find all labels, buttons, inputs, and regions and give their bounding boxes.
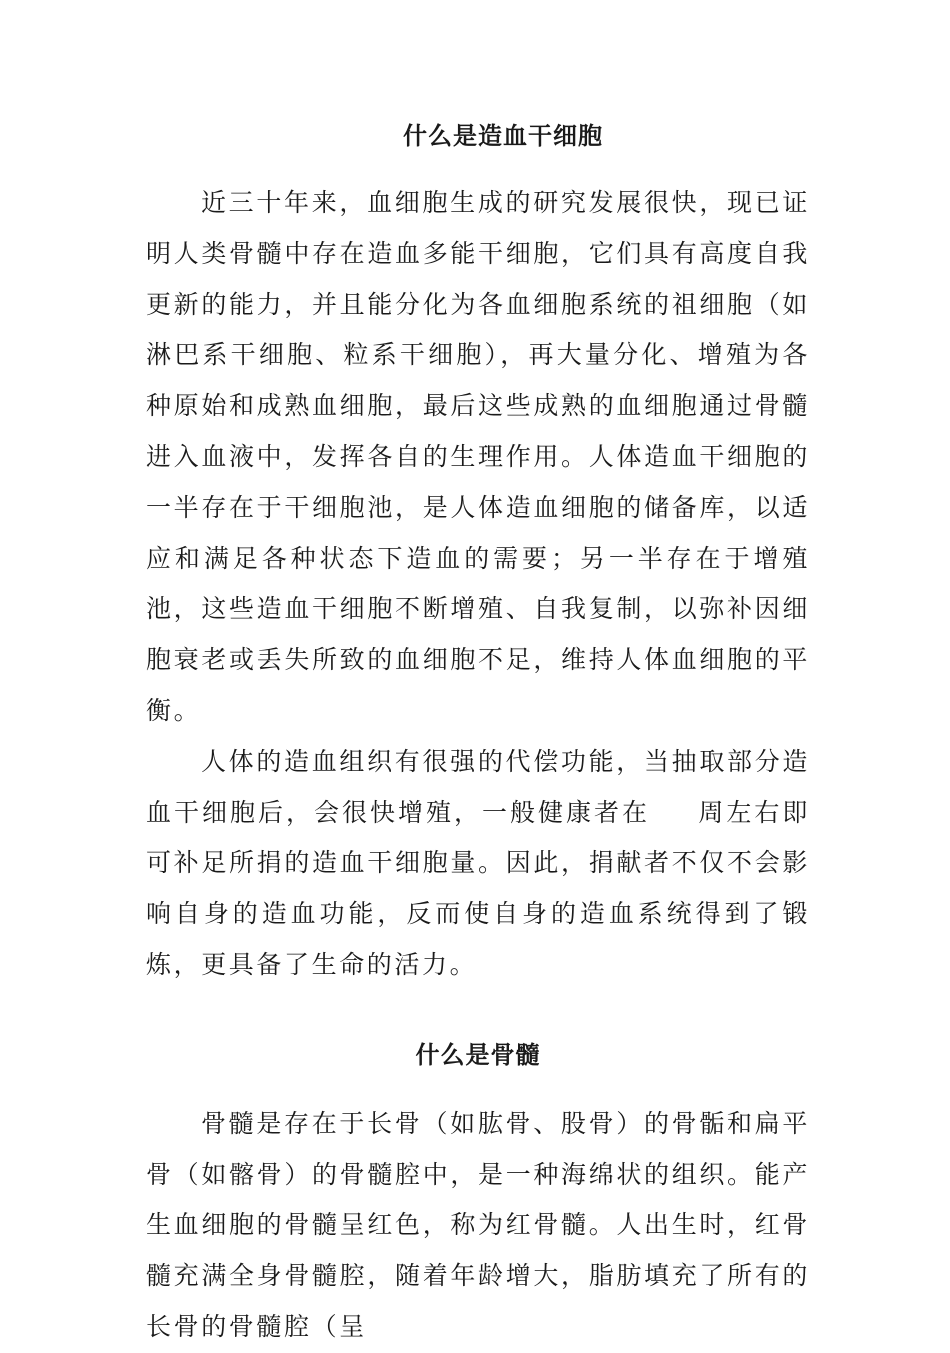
paragraph-bone-marrow: 骨髓是存在于长骨（如肱骨、股骨）的骨骺和扁平骨（如髂骨）的骨髓腔中，是一种海绵状的组织。能产生血细胞的骨髓呈红色，称为红骨髓。人出生时，红骨髓充满全身骨髓腔，随着年龄增大，脂肪填充了所有的长骨的骨髓腔（呈	[146, 1108, 810, 1341]
section-title-bone-marrow: 什么是骨髓	[415, 1039, 541, 1069]
document-page	[146, 112, 810, 1353]
section-body-bone-marrow	[146, 1099, 810, 1353]
section-body-hsc	[146, 178, 810, 991]
section-title-hsc: 什么是造血干细胞	[403, 121, 603, 150]
paragraph-hsc-intro: 近三十年来，血细胞生成的研究发展很快，现已证明人类骨髓中存在造血多能干细胞，它们具有高度自我更新的能力，并且能分化为各血细胞系统的祖细胞（如淋巴系干细胞、粒系干细胞），再大量分化、增殖为各种原始和成熟血细胞，最后这些成熟的血细胞通过骨髓进入血液中，发挥各自的生理作用。人体造血干细胞的一半存在于干细胞池，是人体造血细胞的储备库，以适应和满足各种状态下造血的需要；另一半存在于增殖池，这些造血干细胞不断增殖、自我复制，以弥补因细胞衰老或丢失所致的血细胞不足，维持人体血细胞的平衡。	[146, 188, 810, 725]
paragraph-hsc-compensation-part1: 人体的造血组织有很强的代偿功能，当抽取部分造血干细胞后，会很快增殖，一般健康者在	[146, 746, 810, 827]
paragraph-hsc-compensation-part2: 周左右即可补足所捐的造血干细胞量。因此，捐献者不仅不会影响自身的造血功能，反而使自身的造血系统得到了锻炼，更具备了生命的活力。	[146, 797, 810, 979]
paragraph-hsc-compensation	[146, 737, 810, 991]
